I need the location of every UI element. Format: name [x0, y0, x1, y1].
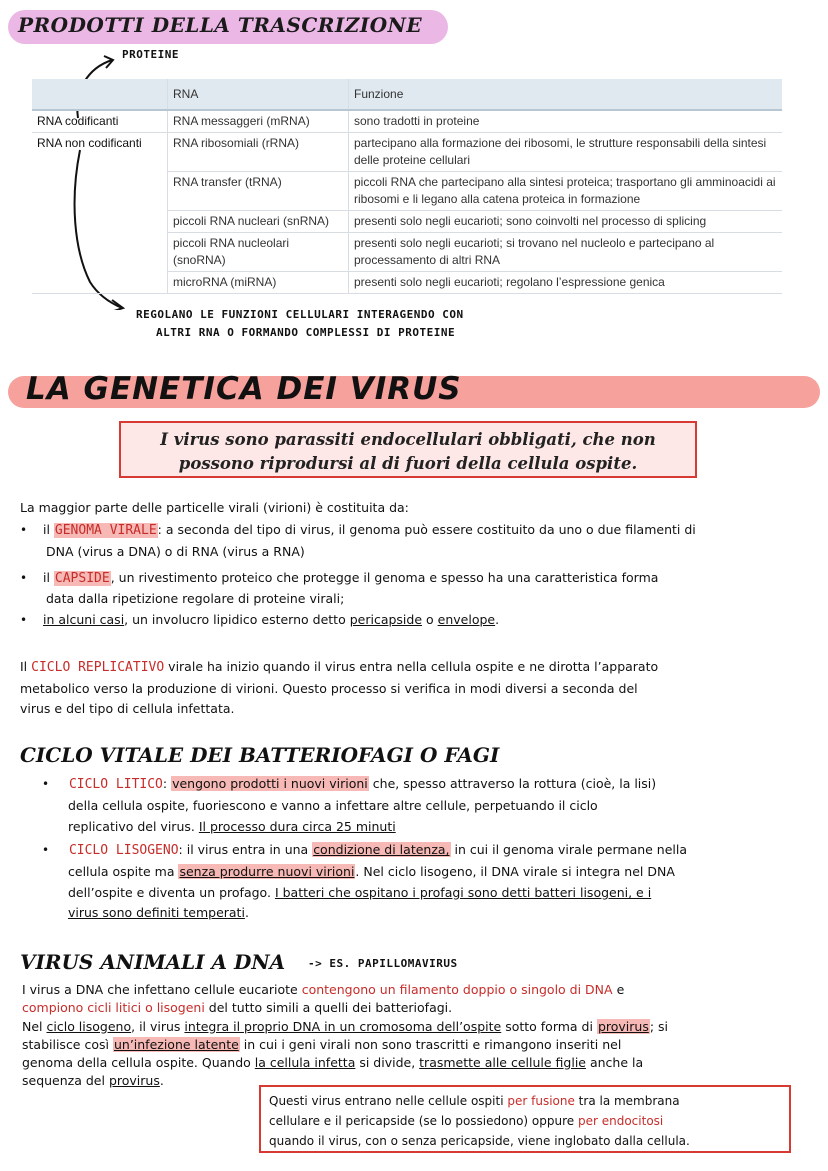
table-row	[32, 172, 782, 211]
bullet-capside-line2: data dalla ripetizione regolare di proteine virali;	[46, 591, 345, 606]
virus-line3: Nel ciclo lisogeno, il virus integra il proprio DNA in un cromosoma dell’ospite sotto forma di provirus; si	[22, 1019, 669, 1034]
keyword-ciclo-lisogeno: CICLO LISOGENO	[68, 843, 179, 858]
virus-line1: I virus a DNA che infettano cellule eucariote contengono un filamento doppio o singolo di DNA e	[22, 982, 625, 997]
section-title-prodotti: PRODOTTI DELLA TRASCRIZIONE	[18, 13, 423, 37]
table-row	[32, 211, 782, 233]
ciclo-paragraph: Il CICLO REPLICATIVO virale ha inizio quando il virus entra nella cellula ospite e ne dirotta l’apparato	[20, 659, 659, 675]
table-cell: RNA ribosomiali (rRNA)	[168, 133, 349, 172]
table-row	[32, 272, 782, 294]
table-cell: microRNA (miRNA)	[168, 272, 349, 294]
box-line: quando il virus, con o senza pericapside, viene inglobato dalla cellula.	[269, 1134, 690, 1148]
lisogeno-line4: virus sono definiti temperati.	[68, 905, 249, 920]
keyword-ciclo-replicativo: CICLO REPLICATIVO	[31, 660, 165, 675]
table-cell: RNA codificanti	[32, 110, 168, 133]
section-title-virus-animali: VIRUS ANIMALI A DNA	[20, 950, 286, 974]
lisogeno-line2: cellula ospite ma senza produrre nuovi virioni. Nel ciclo lisogeno, il DNA virale si integra nel DNA	[68, 864, 675, 879]
table-header-row	[32, 79, 782, 110]
section-title-batteriofagi: CICLO VITALE DEI BATTERIOFAGI O FAGI	[20, 743, 500, 767]
note-regolano-1: REGOLANO LE FUNZIONI CELLULARI INTERAGENDO CON	[136, 308, 464, 321]
entry-box	[259, 1085, 791, 1153]
note-proteine: PROTEINE	[122, 48, 179, 61]
keyword-ciclo-litico: CICLO LITICO	[68, 777, 163, 792]
virus-line6: sequenza del provirus.	[22, 1073, 164, 1088]
table-row	[32, 233, 782, 272]
box-line: cellulare e il pericapside (se lo possiedono) oppure per endocitosi	[269, 1114, 664, 1128]
quote-line: I virus sono parassiti endocellulari obbligati, che non	[160, 430, 656, 449]
bullet-capside: • il CAPSIDE, un rivestimento proteico che protegge il genoma e spesso ha una caratteristica forma	[20, 570, 659, 586]
litico-line2: della cellula ospite, fuoriescono e vanno a infettare altre cellule, perpetuando il ciclo	[68, 798, 598, 813]
table-cell	[32, 211, 168, 233]
bullet-genoma-line2: DNA (virus a DNA) o di RNA (virus a RNA)	[46, 544, 305, 559]
quote-line: possono riprodursi al di fuori della cellula ospite.	[178, 454, 638, 473]
table-cell: presenti solo negli eucarioti; si trovano nel nucleolo e partecipano al processamento di altri RNA	[349, 233, 783, 272]
definition-box	[119, 421, 697, 478]
note-regolano-2: ALTRI RNA O FORMANDO COMPLESSI DI PROTEINE	[156, 326, 456, 339]
bullet-genoma: • il GENOMA VIRALE: a seconda del tipo di virus, il genoma può essere costituito da uno o due filamenti di	[20, 522, 696, 538]
rna-table	[32, 79, 782, 294]
table-row	[32, 110, 782, 133]
table-header: RNA	[168, 79, 349, 110]
virus-line4: stabilisce così un’infezione latente in cui i geni virali non sono trascritti e rimangono inseriti nel	[22, 1037, 622, 1052]
intro-text: La maggior parte delle particelle virali (virioni) è costituita da:	[20, 500, 409, 515]
table-cell: piccoli RNA che partecipano alla sintesi proteica; trasportano gli amminoacidi ai ribosomi e li legano alla catena proteica in formazione	[349, 172, 783, 211]
table-cell	[32, 272, 168, 294]
table-cell: presenti solo negli eucarioti; sono coinvolti nel processo di splicing	[349, 211, 783, 233]
table-cell: RNA transfer (tRNA)	[168, 172, 349, 211]
section-title-genetica: LA GENETICA DEI VIRUS	[26, 371, 462, 407]
virus-line5: genoma della cellula ospite. Quando la cellula infetta si divide, trasmette alle cellule figlie anche la	[22, 1055, 644, 1070]
table-cell: RNA non codificanti	[37, 136, 142, 150]
bullet-litico: • CICLO LITICO: vengono prodotti i nuovi virioni che, spesso attraverso la rottura (cioè, la lisi)	[42, 776, 657, 792]
table-cell	[32, 233, 168, 272]
bullet-lisogeno: • CICLO LISOGENO: il virus entra in una condizione di latenza, in cui il genoma virale permane nella	[42, 842, 688, 858]
litico-line3: replicativo del virus. Il processo dura circa 25 minuti	[68, 819, 396, 834]
lisogeno-line3: dell’ospite e diventa un profago. I batteri che ospitano i profagi sono detti batteri lisogeni, e i	[68, 885, 652, 900]
ciclo-line3: virus e del tipo di cellula infettata.	[20, 701, 235, 716]
keyword-capside: CAPSIDE	[54, 571, 110, 586]
table-header	[32, 79, 168, 110]
table-cell	[32, 172, 168, 211]
table-cell: piccoli RNA nucleolari (snoRNA)	[168, 233, 349, 272]
table-header: Funzione	[349, 79, 783, 110]
ciclo-line2: metabolico verso la produzione di virioni. Questo processo si verifica in modi diversi a seconda del	[20, 681, 638, 696]
table-cell: presenti solo negli eucarioti; regolano l’espressione genica	[349, 272, 783, 294]
virus-line2: compiono cicli litici o lisogeni del tutto simili a quelli dei batteriofagi.	[22, 1000, 453, 1015]
table-row	[32, 133, 782, 172]
bullet-envelope: • in alcuni casi, un involucro lipidico esterno detto pericapside o envelope.	[20, 612, 500, 627]
table-cell: partecipano alla formazione dei ribosomi, le strutture responsabili della sintesi delle proteine cellulari	[349, 133, 783, 172]
note-papillomavirus: -> ES. PAPILLOMAVIRUS	[308, 957, 458, 970]
keyword-genoma: GENOMA VIRALE	[54, 523, 157, 538]
table-cell: sono tradotti in proteine	[349, 110, 783, 133]
box-line: Questi virus entrano nelle cellule ospiti per fusione tra la membrana	[269, 1094, 680, 1108]
table-cell: RNA messaggeri (mRNA)	[168, 110, 349, 133]
table-cell: piccoli RNA nucleari (snRNA)	[168, 211, 349, 233]
